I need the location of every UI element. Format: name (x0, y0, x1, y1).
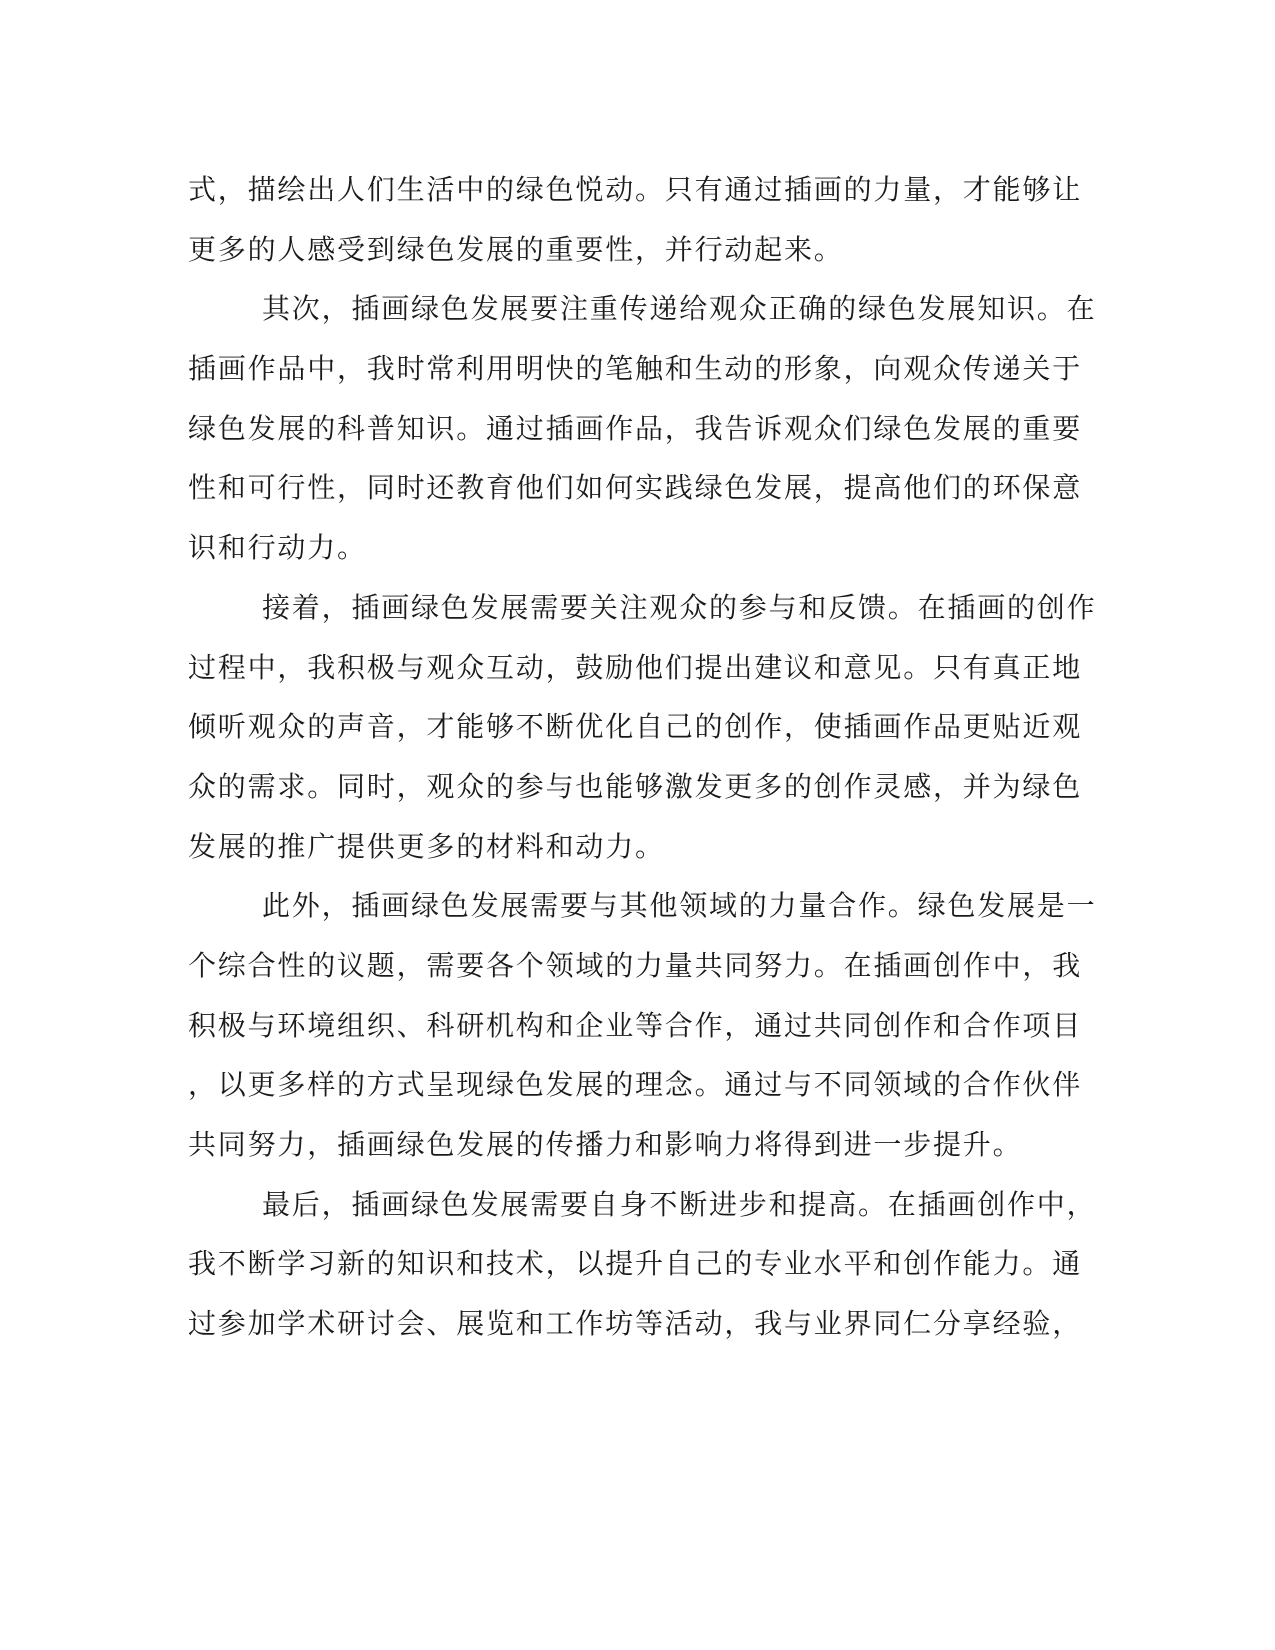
text-line: 我不断学习新的知识和技术，以提升自己的专业水平和创作能力。通 (188, 1247, 1083, 1281)
text-line: 个综合性的议题，需要各个领域的力量共同努力。在插画创作中，我 (188, 948, 1083, 982)
text-line: 积极与环境组织、科研机构和企业等合作，通过共同创作和合作项目 (188, 1008, 1083, 1042)
text-line: 共同努力，插画绿色发展的传播力和影响力将得到进一步提升。 (188, 1128, 1023, 1161)
text-line: 绿色发展的科普知识。通过插画作品，我告诉观众们绿色发展的重要 (188, 411, 1083, 445)
text-line: 插画作品中，我时常利用明快的笔触和生动的形象，向观众传递关于 (188, 352, 1083, 386)
text-line: 众的需求。同时，观众的参与也能够激发更多的创作灵感，并为绿色 (188, 769, 1083, 803)
paragraph-first-line: 接着，插画绿色发展需要关注观众的参与和反馈。在插画的创作 (262, 590, 1097, 624)
paragraph-first-line: 其次，插画绿色发展要注重传递给观众正确的绿色发展知识。在 (262, 292, 1097, 326)
body-text (188, 160, 1097, 1354)
text-line: 发展的推广提供更多的材料和动力。 (188, 829, 665, 863)
text-line: 更多的人感受到绿色发展的重要性，并行动起来。 (188, 232, 844, 266)
text-line: ，以更多样的方式呈现绿色发展的理念。通过与不同领域的合作伙伴 (188, 1068, 1083, 1102)
text-line: 过参加学术研讨会、展览和工作坊等活动，我与业界同仁分享经验， (188, 1307, 1083, 1341)
text-line: 式，描绘出人们生活中的绿色悦动。只有通过插画的力量，才能够让 (188, 173, 1083, 206)
text-line: 性和可行性，同时还教育他们如何实践绿色发展，提高他们的环保意 (188, 471, 1083, 505)
text-line: 过程中，我积极与观众互动，鼓励他们提出建议和意见。只有真正地 (188, 650, 1083, 684)
paragraph-first-line: 此外，插画绿色发展需要与其他领域的力量合作。绿色发展是一 (262, 889, 1097, 923)
text-line: 识和行动力。 (188, 531, 367, 565)
paragraph-first-line: 最后，插画绿色发展需要自身不断进步和提高。在插画创作中， (262, 1187, 1097, 1221)
text-line: 倾听观众的声音，才能够不断优化自己的创作，使插画作品更贴近观 (188, 710, 1083, 744)
